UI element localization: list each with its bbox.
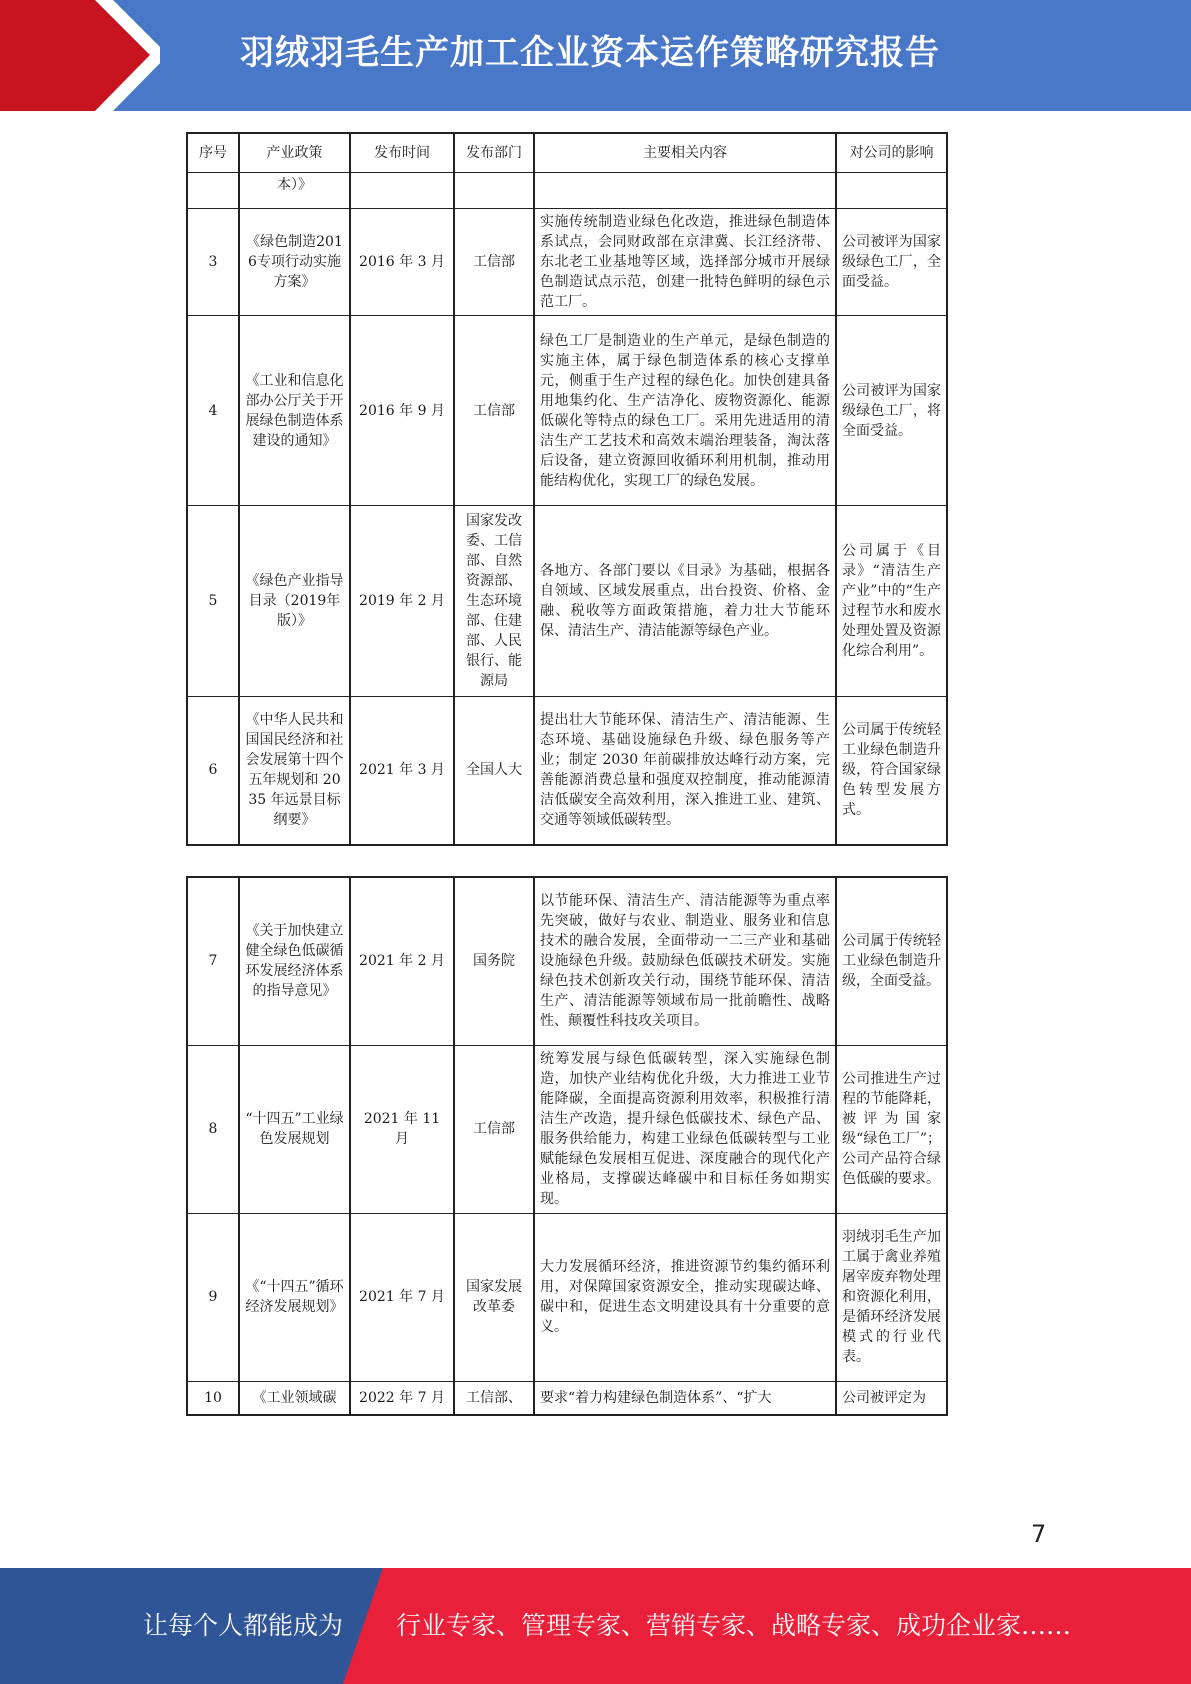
- row-number-cell: 10: [187, 1381, 239, 1415]
- row-number-cell: 9: [187, 1213, 239, 1381]
- column-header: 主要相关内容: [534, 133, 836, 173]
- policy-name-cell: 《中华人民共和国国民经济和社会发展第十四个五年规划和 2035 年远景目标纲要》: [239, 697, 350, 845]
- department-cell: 工信部: [454, 1045, 534, 1213]
- column-header: 产业政策: [239, 133, 350, 173]
- impact-cell: 公司属于传统轻工业绿色制造升级，符合国家绿色转型发展方式。: [836, 697, 947, 845]
- department-cell: 国家发展改革委: [454, 1213, 534, 1381]
- publish-date-cell: 2016 年 9 月: [350, 316, 454, 506]
- content-cell: 大力发展循环经济，推进资源节约集约循环利用，对保障国家资源安全，推动实现碳达峰、碳中和，促进生态文明建设具有十分重要的意义。: [534, 1213, 836, 1381]
- row-number-cell: 7: [187, 877, 239, 1045]
- publish-date-cell: 2019 年 2 月: [350, 506, 454, 697]
- policy-name-cell: 本）》: [239, 173, 350, 209]
- row-number-cell: 5: [187, 506, 239, 697]
- column-header: 发布时间: [350, 133, 454, 173]
- content-cell: 统筹发展与绿色低碳转型，深入实施绿色制造，加快产业结构优化升级，大力推进工业节能降碳，全面提高资源利用效率，积极推行清洁生产改造，提升绿色低碳技术、绿色产品、服务供给能力，构建工业绿色低碳转型与工业赋能绿色发展相互促进、深度融合的现代化产业格局，支撑碳达峰碳中和目标任务如期实现。: [534, 1045, 836, 1213]
- table-row: [187, 209, 947, 316]
- publish-date-cell: 2022 年 7 月: [350, 1381, 454, 1415]
- department-cell: 全国人大: [454, 697, 534, 845]
- table-row: [187, 1213, 947, 1381]
- column-header: 发布部门: [454, 133, 534, 173]
- publish-date-cell: 2016 年 3 月: [350, 209, 454, 316]
- impact-cell: 公司推进生产过程的节能降耗，被评为国家级“绿色工厂”；公司产品符合绿色低碳的要求。: [836, 1045, 947, 1213]
- table-row: [187, 877, 947, 1045]
- impact-cell: 公司被评定为: [836, 1381, 947, 1415]
- impact-cell: 羽绒羽毛生产加工属于禽业养殖屠宰废弃物处理和资源化利用，是循环经济发展模式的行业代表。: [836, 1213, 947, 1381]
- department-cell: 国务院: [454, 877, 534, 1045]
- table-row: [187, 1381, 947, 1415]
- table-row-continuation: [187, 173, 947, 209]
- table-row: [187, 506, 947, 697]
- department-cell: 工信部、: [454, 1381, 534, 1415]
- policy-name-cell: “十四五”工业绿色发展规划: [239, 1045, 350, 1213]
- row-number-cell: 4: [187, 316, 239, 506]
- content-cell: 要求“着力构建绿色制造体系”、“扩大: [534, 1381, 836, 1415]
- content-cell: 以节能环保、清洁生产、清洁能源等为重点率先突破，做好与农业、制造业、服务业和信息技术的融合发展，全面带动一二三产业和基础设施绿色升级。鼓励绿色低碳技术研发。实施绿色技术创新攻关行动，围绕节能环保、清洁生产、清洁能源等领域布局一批前瞻性、战略性、颠覆性科技攻关项目。: [534, 877, 836, 1045]
- policy-name-cell: 《绿色产业指导目录（2019年版）》: [239, 506, 350, 697]
- content-cell: 实施传统制造业绿色化改造，推进绿色制造体系试点，会同财政部在京津冀、长江经济带、东北老工业基地等区域，选择部分城市开展绿色制造试点示范，创建一批特色鲜明的绿色示范工厂。: [534, 209, 836, 316]
- impact-cell: 公司被评为国家级绿色工厂，将全面受益。: [836, 316, 947, 506]
- department-cell: 工信部: [454, 209, 534, 316]
- footer-slogan-left: 让每个人都能成为: [143, 1611, 344, 1640]
- row-number-cell: 6: [187, 697, 239, 845]
- policy-name-cell: 《关于加快建立健全绿色低碳循环发展经济体系的指导意见》: [239, 877, 350, 1045]
- column-header: 序号: [187, 133, 239, 173]
- publish-date-cell: 2021 年 11 月: [350, 1045, 454, 1213]
- publish-date-cell: 2021 年 2 月: [350, 877, 454, 1045]
- report-title: 羽绒羽毛生产加工企业资本运作策略研究报告: [240, 33, 940, 73]
- row-number-cell: 8: [187, 1045, 239, 1213]
- table-row: [187, 316, 947, 506]
- content-cell: 提出壮大节能环保、清洁生产、清洁能源、生态环境、基础设施绿色升级、绿色服务等产业；制定 2030 年前碳排放达峰行动方案，完善能源消费总量和强度双控制度，推动能源清洁低碳安全高效利用，深入推进工业、建筑、交通等领域低碳转型。: [534, 697, 836, 845]
- table-row: [187, 1045, 947, 1213]
- department-cell: 工信部: [454, 316, 534, 506]
- department-cell: 国家发改委、工信部、自然资源部、生态环境部、住建部、人民银行、能源局: [454, 506, 534, 697]
- policy-name-cell: 《工业领域碳: [239, 1381, 350, 1415]
- footer-banner: [0, 1568, 1191, 1684]
- content-cell: 绿色工厂是制造业的生产单元，是绿色制造的实施主体，属于绿色制造体系的核心支撑单元，侧重于生产过程的绿色化。加快创建具备用地集约化、生产洁净化、废物资源化、能源低碳化等特点的绿色工厂。采用先进适用的清洁生产工艺技术和高效末端治理装备，淘汰落后设备，建立资源回收循环利用机制，推动用能结构优化，实现工厂的绿色发展。: [534, 316, 836, 506]
- column-header: 对公司的影响: [836, 133, 947, 173]
- impact-cell: 公司属于传统轻工业绿色制造升级，全面受益。: [836, 877, 947, 1045]
- table-header-row: [187, 133, 947, 173]
- arrow-chevron-icon: [0, 0, 160, 111]
- policy-name-cell: 《“十四五”循环经济发展规划》: [239, 1213, 350, 1381]
- impact-cell: 公司被评为国家级绿色工厂，全面受益。: [836, 209, 947, 316]
- publish-date-cell: 2021 年 7 月: [350, 1213, 454, 1381]
- row-number-cell: 3: [187, 209, 239, 316]
- publish-date-cell: 2021 年 3 月: [350, 697, 454, 845]
- policy-name-cell: 《绿色制造2016专项行动实施方案》: [239, 209, 350, 316]
- policy-name-cell: 《工业和信息化部办公厅关于开展绿色制造体系建设的通知》: [239, 316, 350, 506]
- header-banner: [0, 0, 1191, 111]
- policy-table-part1: [186, 132, 948, 846]
- content-cell: 各地方、各部门要以《目录》为基础，根据各自领域、区域发展重点，出台投资、价格、金融、税收等方面政策措施，着力壮大节能环保、清洁生产、清洁能源等绿色产业。: [534, 506, 836, 697]
- impact-cell: 公司属于《目录》“清洁生产产业”中的“生产过程节水和废水处理处置及资源化综合利用”。: [836, 506, 947, 697]
- table-row: [187, 697, 947, 845]
- page-number: 7: [1031, 1520, 1047, 1548]
- footer-slogan-right: 行业专家、管理专家、营销专家、战略专家、成功企业家……: [396, 1611, 1072, 1640]
- policy-table-part2: [186, 876, 948, 1416]
